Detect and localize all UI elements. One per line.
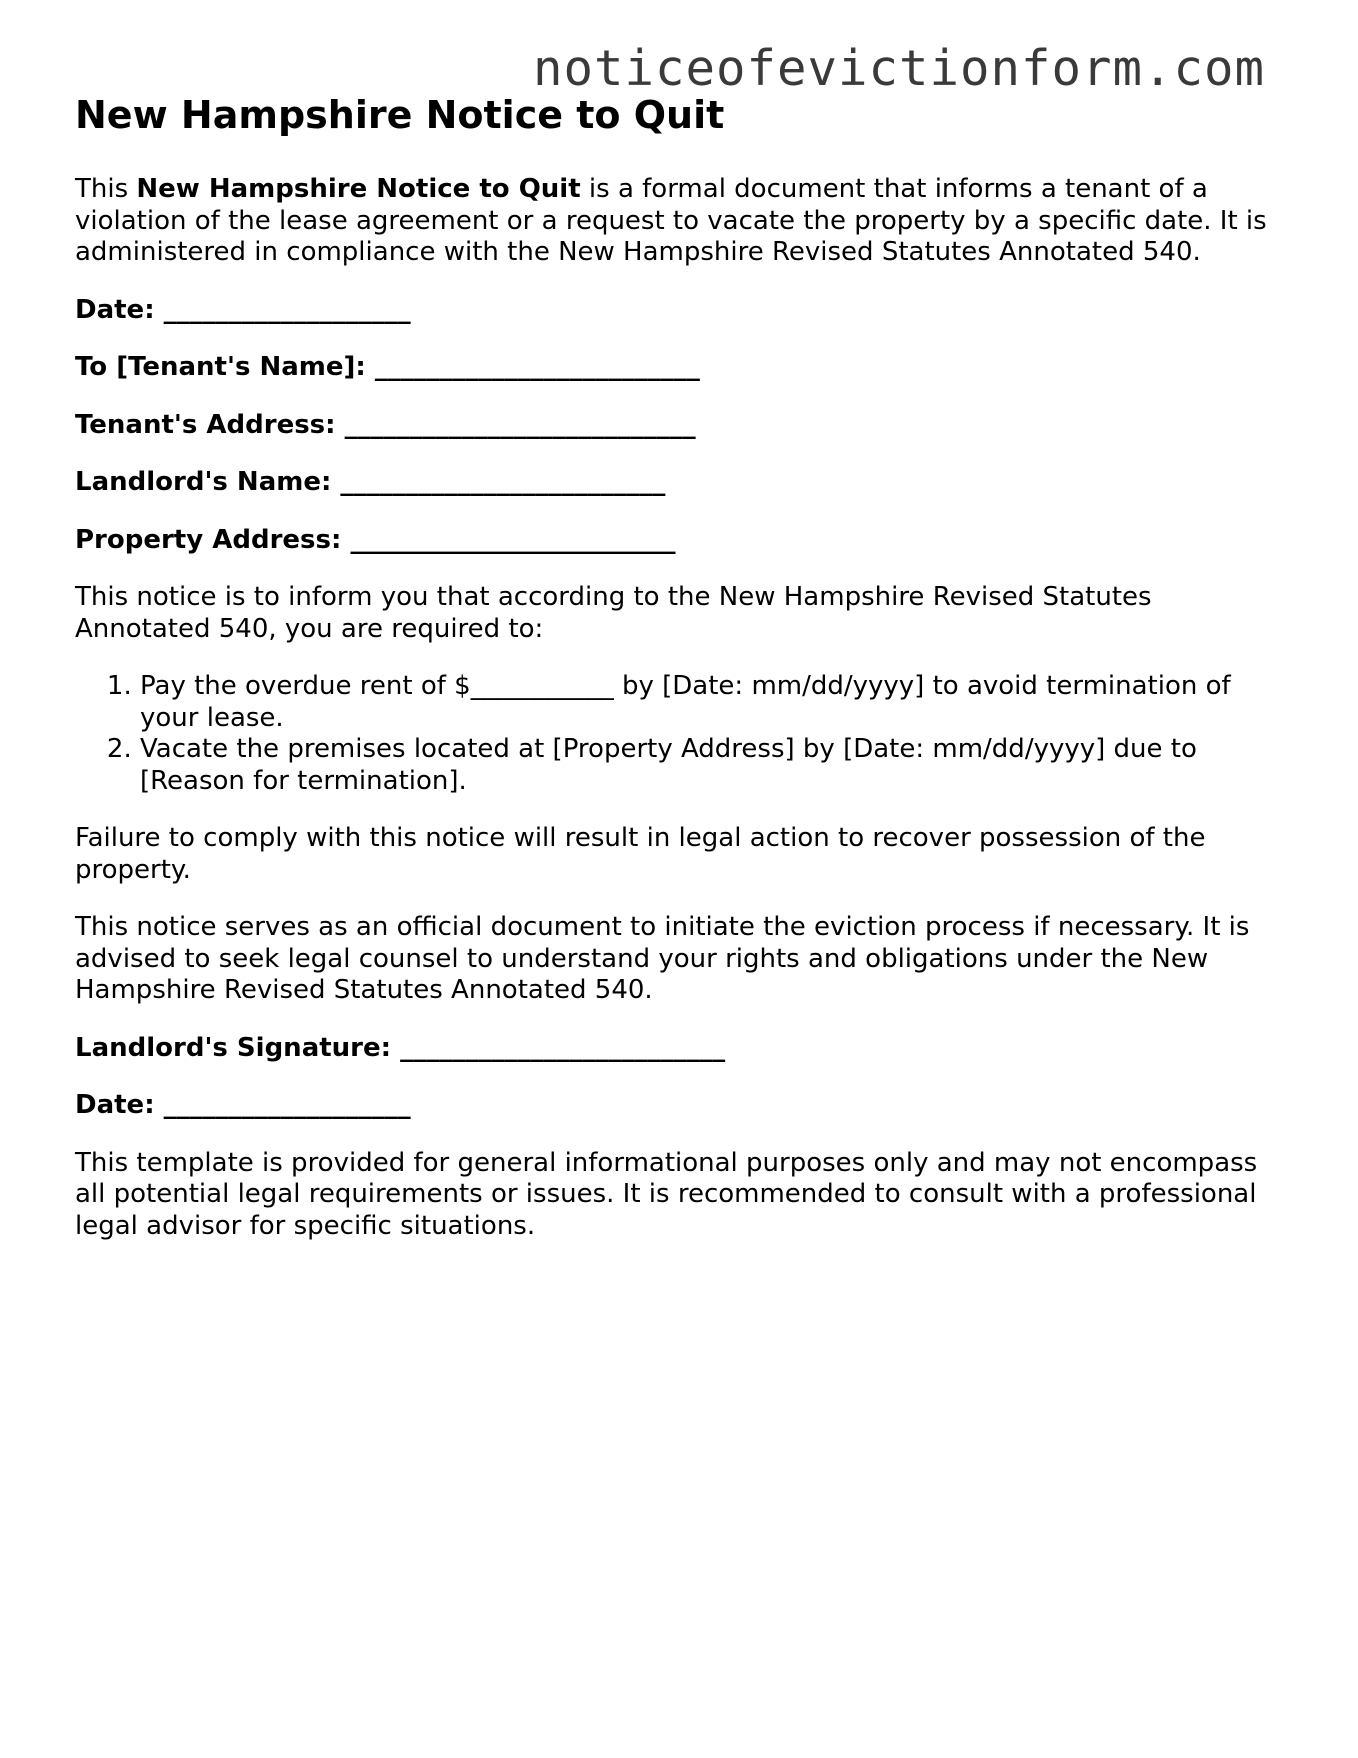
tenant-address-blank[interactable]: ___________________________ bbox=[344, 409, 696, 440]
signature-date-label: Date: bbox=[75, 1090, 155, 1120]
tenant-address-label: Tenant's Address: bbox=[75, 409, 336, 440]
landlord-name-field bbox=[75, 467, 1285, 499]
property-address-label: Property Address: bbox=[75, 524, 342, 555]
property-address-blank[interactable]: _________________________ bbox=[350, 524, 676, 555]
failure-paragraph: Failure to comply with this notice will result in legal action to recover possession of the property. bbox=[75, 823, 1206, 885]
requirement-vacate: 2. Vacate the premises located at [Property Address] by [Date: mm/dd/yyyy] due to [Reason for termination]. bbox=[140, 734, 1285, 797]
date-blank[interactable]: ___________________ bbox=[163, 294, 411, 325]
document-title: New Hampshire Notice to Quit bbox=[75, 93, 725, 137]
official-paragraph: This notice serves as an official document to initiate the eviction process if necessary. It is advised to seek legal counsel to understand your rights and obligations under the New Hampshire Revised Statutes Annotated 540. bbox=[75, 912, 1250, 1005]
landlord-name-blank[interactable]: _________________________ bbox=[340, 467, 666, 497]
intro-paragraph bbox=[75, 174, 1285, 269]
requirements-list bbox=[75, 671, 1285, 797]
notice-paragraph: This notice is to inform you that according to the New Hampshire Revised Statutes Annotated 540, you are required to: bbox=[75, 582, 1152, 644]
requirement-pay-rent: 1. Pay the overdue rent of $___________ by [Date: mm/dd/yyyy] to avoid termination of your lease. bbox=[140, 671, 1285, 734]
tenant-address-field bbox=[75, 410, 1285, 442]
intro-lead: This bbox=[75, 174, 137, 204]
property-address-field bbox=[75, 525, 1285, 557]
signature-field bbox=[75, 1033, 1285, 1065]
intro-rest: is a formal document that informs a tenant of a violation of the lease agreement or a request to vacate the property by a specific date. It is administered in compliance with the New Hampshire Revised Statutes Annotated 540. bbox=[75, 174, 1267, 267]
date-field bbox=[75, 295, 1285, 327]
date-label: Date: bbox=[75, 294, 155, 325]
tenant-name-label: To [Tenant's Name]: bbox=[75, 352, 366, 382]
site-watermark: noticeofevictionform.com bbox=[532, 40, 1265, 97]
signature-date-field bbox=[75, 1090, 1285, 1122]
notice-document bbox=[75, 92, 1285, 1242]
tenant-name-blank[interactable]: _________________________ bbox=[374, 352, 700, 382]
signature-blank[interactable]: _________________________ bbox=[400, 1032, 726, 1063]
disclaimer-paragraph: This template is provided for general informational purposes only and may not encompass all potential legal requirements or issues. It is recommended to consult with a professional legal advisor for specific situations. bbox=[75, 1147, 1258, 1241]
intro-bold-title: New Hampshire Notice to Quit bbox=[136, 174, 581, 204]
signature-label: Landlord's Signature: bbox=[75, 1032, 392, 1063]
landlord-name-label: Landlord's Name: bbox=[75, 467, 332, 497]
signature-date-blank[interactable]: ___________________ bbox=[163, 1090, 411, 1120]
tenant-name-field bbox=[75, 352, 1285, 384]
